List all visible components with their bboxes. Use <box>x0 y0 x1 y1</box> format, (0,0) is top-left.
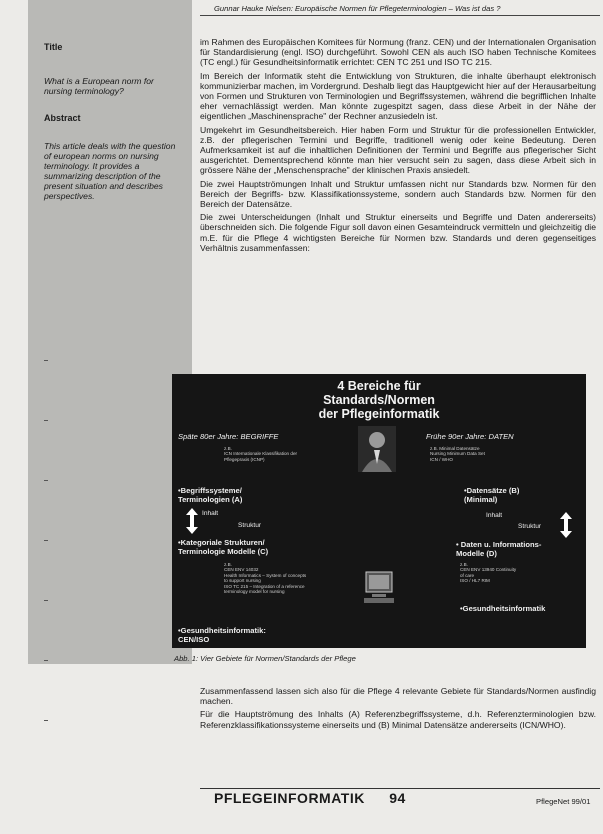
box-line: • Daten u. Informations- <box>456 540 542 549</box>
figure-caption: Abb. 1: Vier Gebiete für Normen/Standards der Pflege <box>174 654 356 663</box>
box-c-label <box>178 538 268 556</box>
right-era-note <box>430 446 485 462</box>
note-line: of care <box>460 572 475 578</box>
margin-mark <box>44 720 48 721</box>
title-text: What is a European norm for nursing terminology? <box>44 76 154 96</box>
body-text <box>200 37 596 256</box>
note-line: ICN Internationale Klassifikation der <box>224 451 298 457</box>
paragraph: Die zwei Unterscheidungen (Inhalt und Struktur einerseits und Begriffe und Daten andererseits) überschneiden sich. Die folgende Figur soll davon einen Gesamteindruck vermitteln und gleichzeitig die m.E. für die Pflege 4 wichtigsten Bereiche für Normen bzw. Standards und deren gegenseitiges Verhältnis zusammenfassen: <box>200 212 596 253</box>
note-line: z.B. <box>224 562 232 567</box>
note-line: z.B. <box>224 446 232 451</box>
box-c-note <box>224 562 306 594</box>
inhalt-right-label: Inhalt <box>486 512 503 519</box>
box-b-label <box>464 486 519 504</box>
paragraph: Die zwei Hauptströmungen Inhalt und Struktur umfassen nicht nur Standards bzw. Normen für den Bereich der Begriffs- bzw. Klassifikationssysteme, sondern auch Standards bzw. Normen für den Bereich der Datensätze. <box>200 178 596 210</box>
header-rule <box>200 15 600 16</box>
paragraph: Umgekehrt im Gesundheitsbereich. Hier haben Form und Struktur für die professionellen Entwickler, z.B. der pflegerischen Termini und Begriffe, traditionell wenig oder keine Bedeutung. Deren Aufmerksamkeit ist auf die inhaltlichen Definitionen der Termini und Begriffe aus pflegerischer Sicht ausgerichtet. Dementsprechend könnte man hier versucht sein zu sagen, dass diese Arbeit sich in grössere Nähe der „Menschensprache" der klinischen Praxis ansiedelt. <box>200 124 596 176</box>
note-line: ISO / HL7 RIM <box>460 578 490 584</box>
footer-rule <box>200 788 600 789</box>
margin-mark <box>44 600 48 601</box>
note-line: z.B. <box>460 562 468 567</box>
margin-mark <box>44 540 48 541</box>
paragraph: im Rahmen des Europäischen Komitees für Normung (franz. CEN) und der Internationalen Organisation für Standardisierung (engl. ISO) durchgeführt. Sowohl CEN als auch ISO haben Technische Komitees (TC engl.) für Gesundheitsinformatik errichtet: CEN TC 251 und ISO TC 215. <box>200 37 596 68</box>
margin-mark <box>44 360 48 361</box>
double-arrow-icon <box>560 512 572 538</box>
box-line: (Minimal) <box>464 495 498 504</box>
struktur-left-label: Struktur <box>238 522 262 529</box>
sidebar-abstract-panel <box>28 0 192 664</box>
note-line: Health Informatics – System of concepts <box>224 572 307 578</box>
paragraph: Für die Hauptströmung des Inhalts (A) Referenzbegriffssysteme, d.h. Referenzterminologien bzw. Referenzklassifikationssysteme einerseits und (B) Minimal Datensätze andererseits (ICN/WHO). <box>200 709 596 730</box>
note-line: CEN ENV 13940 Continuity <box>460 567 517 573</box>
box-line: •Kategoriale Strukturen/ <box>178 538 265 547</box>
note-line: ICN / WHO <box>430 456 453 462</box>
margin-mark <box>44 420 48 421</box>
box-line: •Datensätze (B) <box>464 486 520 495</box>
note-line: CEN ENV 14032 <box>224 567 259 573</box>
note-line: ISO TC 215 – Integration of a reference <box>224 583 305 589</box>
figure-title-line: der Pflegeinformatik <box>318 407 440 421</box>
figure-title-line: Standards/Normen <box>323 393 435 407</box>
abstract-label: Abstract <box>44 113 81 123</box>
magazine-name: PFLEGEINFORMATIK <box>214 790 365 806</box>
title-label: Title <box>44 42 63 52</box>
note-line: Nursing Minimum Data Set <box>430 451 485 457</box>
computer-icon <box>362 570 396 604</box>
portrait-photo-icon <box>358 426 396 472</box>
margin-mark <box>44 660 48 661</box>
box-line: Modelle (D) <box>456 549 497 558</box>
note-line: z.B. Minimal Datensätze <box>430 446 480 451</box>
box-line: Terminologien (A) <box>178 495 243 504</box>
paragraph: Zusammenfassend lassen sich also für die Pflege 4 relevante Gebiete für Standards/Normen ausfindig machen. <box>200 686 596 707</box>
box-d-label <box>456 540 541 558</box>
left-era-note <box>224 446 297 462</box>
figure-title <box>172 379 586 421</box>
body-text-after-figure <box>200 686 596 733</box>
note-line: terminology model for nursing <box>224 589 285 595</box>
box-d-note <box>460 562 516 584</box>
box-line: CEN/ISO <box>178 635 210 644</box>
page-number: 94 <box>389 790 406 806</box>
magazine-title <box>214 790 406 806</box>
struktur-right-label: Struktur <box>518 523 542 530</box>
inhalt-left-label: Inhalt <box>202 510 219 517</box>
box-a-label <box>178 486 242 504</box>
double-arrow-icon <box>186 508 198 534</box>
paragraph: Im Bereich der Informatik steht die Entwicklung von Strukturen, die inhalte überhaupt elektronisch kommunizierbar machen, im Vordergrund. Deshalb liegt das Hauptgewicht hier auf der Herausarbeitung von Formen und Strukturen von Terminologien und Begriffssystemen, während die begrifflichen Inhalte eher vernachlässigt werden. Man könnte zugespitzt sagen, dass diese Arbeit in der Nähe der eigentlichen „Maschinensprache" der Rechner anzusiedeln ist. <box>200 70 596 122</box>
note-line: Pflegepraxis (ICNP) <box>224 456 265 462</box>
footer-issue: PflegeNet 99/01 <box>536 797 591 806</box>
bottom-right-label: •Gesundheitsinformatik <box>460 604 546 613</box>
box-line: •Begriffssysteme/ <box>178 486 242 495</box>
note-line: to support nursing <box>224 578 261 584</box>
box-line: •Gesundheitsinformatik: <box>178 626 266 635</box>
running-head: Gunnar Hauke Nielsen: Europäische Normen für Pflegeterminologien – Was ist das ? <box>214 4 501 13</box>
figure-title-line: 4 Bereiche für <box>337 379 421 393</box>
right-era-label: Frühe 90er Jahre: DATEN <box>426 432 514 441</box>
left-era-label: Späte 80er Jahre: BEGRIFFE <box>178 432 279 441</box>
abstract-text: This article deals with the question of european norms on nursing terminology. It provides a summarizing description of the present situation and describes perspectives. <box>44 141 176 201</box>
figure-four-areas <box>172 374 586 648</box>
margin-mark <box>44 480 48 481</box>
box-line: Terminologie Modelle (C) <box>178 547 269 556</box>
bottom-left-label <box>178 626 266 644</box>
